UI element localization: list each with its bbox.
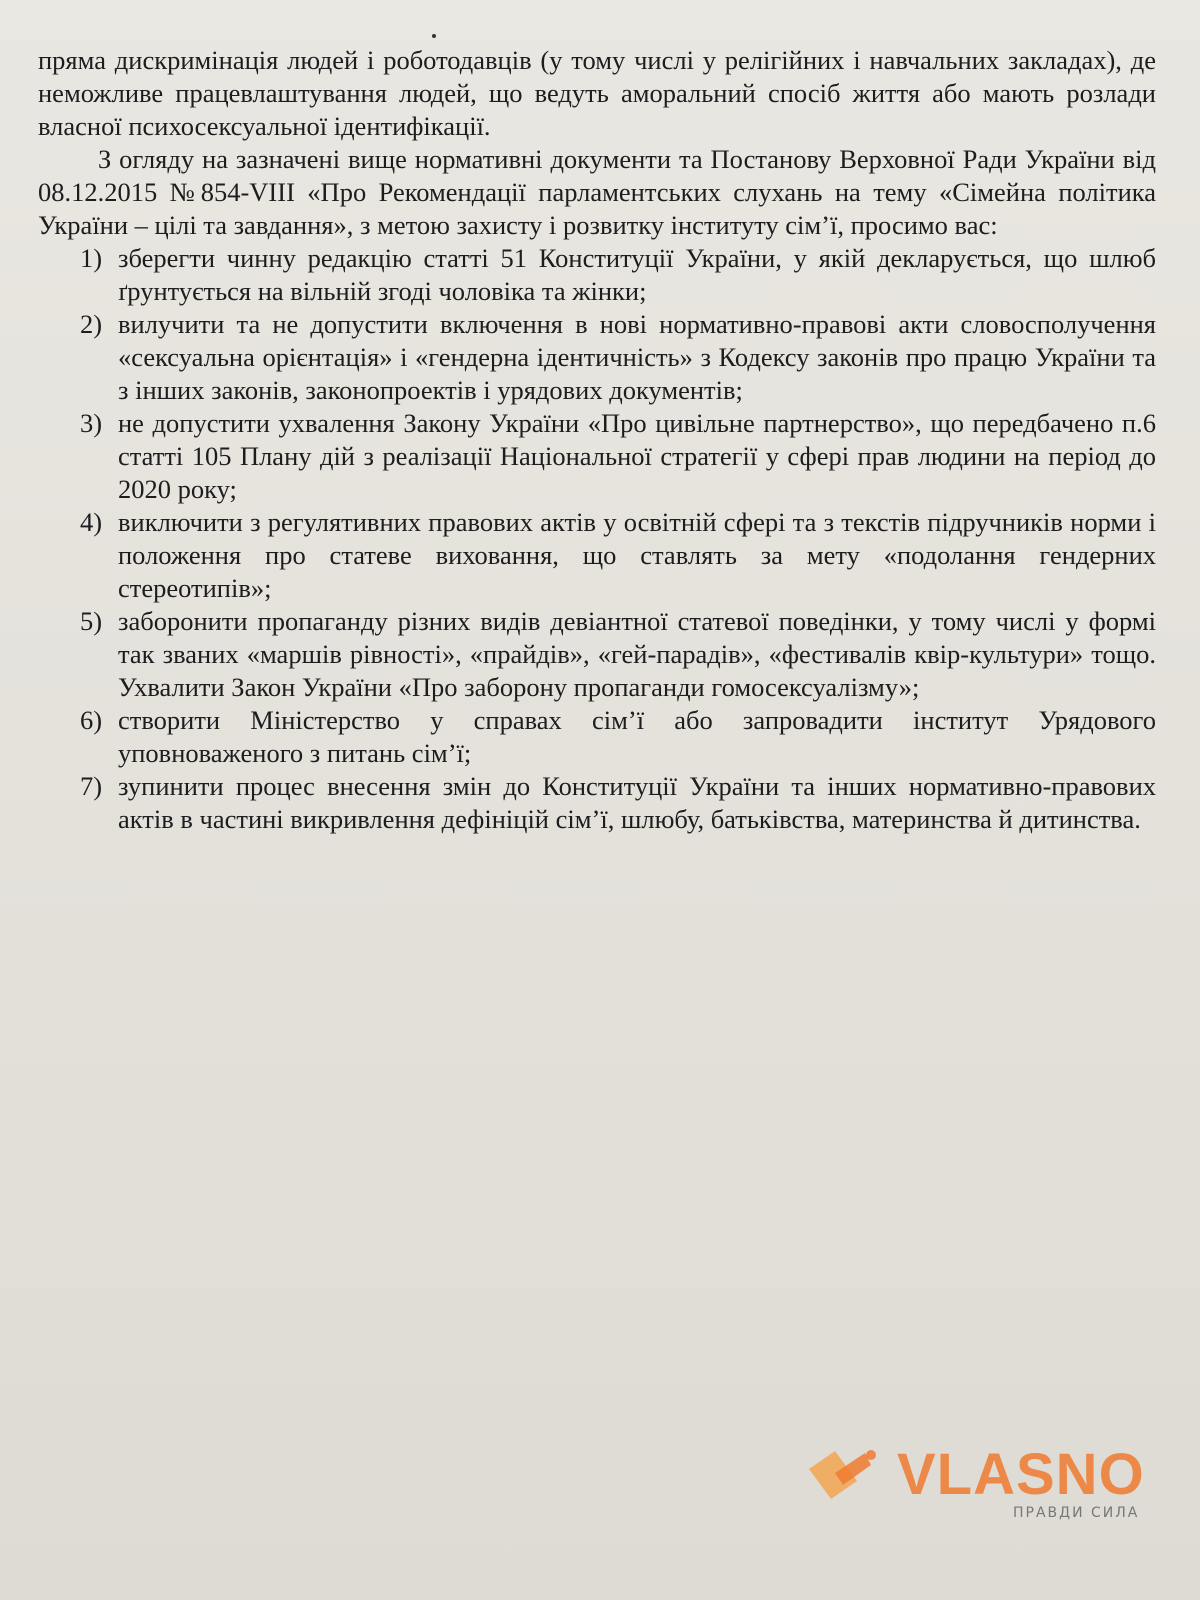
- document-body: [38, 44, 1156, 836]
- list-item: [38, 308, 1156, 407]
- item-text: зупинити процес внесення змін до Конституції України та інших нормативно-правових актів в частині викривлення дефініцій сім’ї, шлюбу, батьківства, материнства й дитинства.: [118, 771, 1156, 834]
- list-item: [38, 770, 1156, 836]
- demands-list: [38, 242, 1156, 836]
- item-text: виключити з регулятивних правових актів у освітній сфері та з текстів підручників норми і положення про статеве виховання, що ставлять за мету «подолання гендерних стереотипів»;: [118, 507, 1156, 603]
- list-item: [38, 242, 1156, 308]
- item-number: 5): [80, 606, 103, 636]
- item-number: 7): [80, 771, 103, 801]
- item-text: вилучити та не допустити включення в нові нормативно-правові акти словосполучення «сексуальна орієнтація» і «гендерна ідентичність» з Кодексу законів про працю України та з інших законів, законопроектів і урядових документів;: [118, 309, 1156, 405]
- list-item: [38, 407, 1156, 506]
- watermark: [805, 1443, 1165, 1533]
- item-number: 1): [80, 243, 103, 273]
- watermark-slogan: ПРАВДИ СИЛА: [1013, 1505, 1140, 1521]
- item-number: 3): [80, 408, 103, 438]
- watermark-name: VLASNO: [897, 1442, 1145, 1507]
- list-item: [38, 506, 1156, 605]
- item-text: створити Міністерство у справах сім’ї або запровадити інститут Урядового уповноваженого з питань сім’ї;: [118, 705, 1156, 768]
- item-number: 2): [80, 309, 103, 339]
- request-paragraph: З огляду на зазначені вище нормативні документи та Постанову Верховної Ради України від 08.12.2015 №854-VIII «Про Рекомендації парламентських слухань на тему «Сімейна політика України – цілі та завдання», з метою захисту і розвитку інституту сім’ї, просимо вас:: [38, 144, 1156, 240]
- item-number: 6): [80, 705, 103, 735]
- item-text: заборонити пропаганду різних видів девіантної статевої поведінки, у тому числі у формі так званих «маршів рівності», «прайдів», «гей-парадів», «фестивалів квір-культури» тощо. Ухвалити Закон України «Про заборону пропаганди гомосексуалізму»;: [118, 606, 1156, 702]
- intro-paragraph: пряма дискримінація людей і роботодавців (у тому числі у релігійних і навчальних закладах), де неможливе працевлаштування людей, що ведуть аморальний спосіб життя або мають розлади власної психосексуальної ідентифікації.: [38, 45, 1156, 141]
- list-item: [38, 605, 1156, 704]
- item-number: 4): [80, 507, 103, 537]
- item-text: не допустити ухвалення Закону України «Про цивільне партнерство», що передбачено п.6 статті 105 Плану дій з реалізації Національної стратегії у сфері прав людини на період до 2020 року;: [118, 408, 1156, 504]
- item-text: зберегти чинну редакцію статті 51 Конституції України, у якій декларується, що шлюб ґрунтується на вільній згоді чоловіка та жінки;: [118, 243, 1156, 306]
- vlasno-logo-icon: [805, 1443, 885, 1513]
- list-item: [38, 704, 1156, 770]
- ink-dot: [432, 34, 436, 38]
